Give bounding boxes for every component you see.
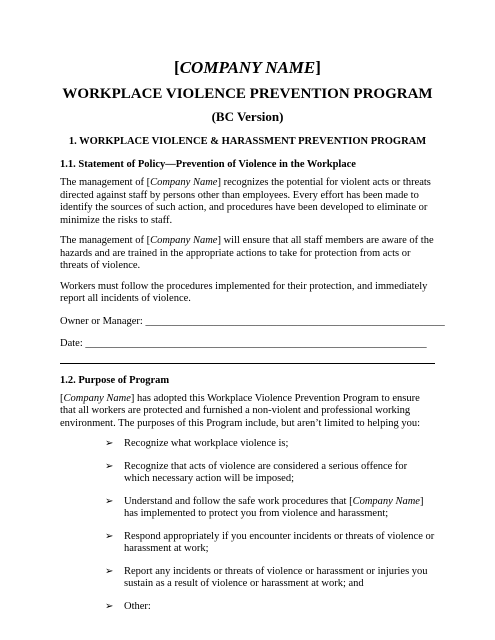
- arrow-bullet-icon: ➢: [105, 495, 114, 507]
- arrow-bullet-icon: ➢: [105, 460, 114, 472]
- list-item: ➢ Recognize what workplace violence is;: [105, 438, 289, 449]
- purpose-paragraph: [Company Name] has adopted this Workplace Violence Prevention Program to ensure that all workers are protected and furnished a non-violent and professional working environment. The purposes of this Program include, but aren’t limited to helping you:: [60, 392, 421, 429]
- list-item: ➢ Report any incidents or threats of violence or harassment or injuries you sustain as a result of violence or harassment at work; and: [105, 565, 428, 589]
- list-item: ➢ Understand and follow the safe work procedures that [Company Name] has implemented to protect you from violence and harassment;: [105, 495, 424, 519]
- policy-paragraph-1: The management of [Company Name] recognizes the potential for violent acts or threats directed against staff by persons other than employees. Every effort has been made to identify the sources of such action, and procedures have been developed to eliminate or minimize the risks to staff.: [60, 177, 431, 226]
- subsection-heading-policy: 1.1. Statement of Policy—Prevention of Violence in the Workplace: [60, 159, 356, 170]
- list-item: ➢ Recognize that acts of violence are considered a serious offence for which necessary action will be imposed;: [105, 460, 408, 484]
- date-blank-line[interactable]: _________________________________________________________________: [85, 337, 427, 349]
- arrow-bullet-icon: ➢: [105, 438, 114, 449]
- section-divider: [60, 363, 435, 364]
- list-item: ➢ Other:: [105, 600, 151, 612]
- purpose-bullet-list: [60, 438, 435, 613]
- company-placeholder: Company Name: [352, 495, 420, 507]
- document-subtitle: (BC Version): [211, 109, 284, 124]
- company-name-text: COMPANY NAME: [179, 58, 316, 77]
- owner-blank-line[interactable]: _________________________________________________________: [145, 315, 445, 327]
- company-placeholder: Company Name: [150, 177, 218, 188]
- arrow-bullet-icon: ➢: [105, 565, 114, 577]
- document-title: WORKPLACE VIOLENCE PREVENTION PROGRAM: [62, 86, 433, 102]
- company-placeholder: Company Name: [150, 235, 218, 246]
- arrow-bullet-icon: ➢: [105, 530, 114, 542]
- company-name-heading: [COMPANY NAME]: [174, 58, 321, 77]
- owner-label: Owner or Manager:: [60, 315, 143, 327]
- section-heading: 1. WORKPLACE VIOLENCE & HARASSMENT PREVENTION PROGRAM: [68, 136, 427, 147]
- policy-paragraph-3: Workers must follow the procedures implemented for their protection, and immediately report all incidents of violence.: [60, 280, 428, 304]
- owner-signature-field[interactable]: [60, 315, 445, 328]
- subsection-heading-purpose: 1.2. Purpose of Program: [60, 374, 170, 386]
- company-placeholder: Company Name: [63, 392, 131, 404]
- policy-paragraph-2: The management of [Company Name] will ensure that all staff members are aware of the hazards and are trained in the appropriate actions to take for protection from acts or threats of violence.: [60, 235, 434, 271]
- date-label: Date:: [60, 337, 83, 349]
- arrow-bullet-icon: ➢: [105, 600, 114, 612]
- list-item: ➢ Respond appropriately if you encounter incidents or threats of violence or harassment at work;: [105, 530, 435, 554]
- date-field[interactable]: [60, 337, 435, 350]
